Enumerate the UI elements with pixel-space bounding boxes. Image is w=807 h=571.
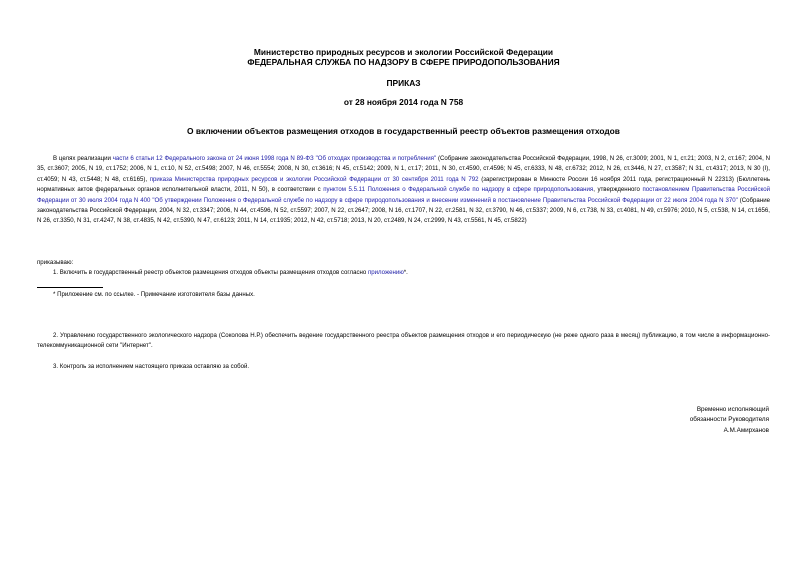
preamble-text-3: (зарегистрирован в Минюсте России 16 ноября 2011 года, регистрационный N 22313) (Бюллетень нормативных актов федеральных органов исполнительной власти, 2011, N 50), в соответствии с — [37, 175, 770, 194]
preamble-text-2: (Собрание законодательства Российской Федерации, 1998, N 26, ст.3009; 2001, N 1, ст.21; 2003, N 2, ст.167; 2004, N 35, ст.3607; 2005, N 19, ст.1752; 2006, N 1, ст.10, N 52, ст.5498; 2007, N 46, ст.5554; 2008, N 30, ст.3616; N 45, ст.5142; 2009, N 1, ст.17; 2011, N 30, ст.4590, ст.4596; N 45, ст.6333, N 48, ст.6732; 2012, N 26, ст.3446, N 27, ст.3587; N 31, ст.4317; 2013, N 30 (I), ст.4059; N 43, ст.5448; N 48, ст.6165), — [37, 155, 771, 183]
regulation-5-5-11-link[interactable]: пунктом 5.5.11 Положения о Федеральной службе по надзору в сфере природопользования — [323, 186, 594, 194]
order-item-3: 3. Контроль за исполнением настоящего приказа оставляю за собой. — [53, 363, 250, 370]
signature-position-line-2: обязанности Руководителя — [689, 416, 769, 424]
signature-block — [690, 405, 769, 436]
preamble-text-1: В целях реализации — [53, 155, 113, 162]
document-title: О включении объектов размещения отходов в государственный реестр объектов размещения отходов — [187, 126, 620, 136]
preamble-text-4: , утвержденного — [593, 186, 643, 194]
order-792-link[interactable]: приказа Министерства природных ресурсов и экологии Российской Федерации от 30 сентября 2011 года N 792 — [149, 175, 479, 183]
order-item-1-suffix: *. — [403, 269, 408, 276]
law-89fz-link[interactable]: части 6 статьи 12 Федерального закона от 24 июня 1998 года N 89-ФЗ "Об отходах производства и потребления" — [112, 155, 437, 162]
footnote: * Приложение см. по ссылке. - Примечание изготовителя базы данных. — [53, 291, 255, 298]
order-item-2: 2. Управлению государственного экологического надзора (Соколова Н.Р.) обеспечить ведение государственного реестра объектов размещения отходов и его периодическую (не реже одного раза в месяц) публикацию, в том числе в информационно-телекоммуникационной сети "Интернет". — [37, 332, 770, 350]
order-prikazyvayu: приказываю: — [37, 259, 74, 266]
preamble-paragraph — [37, 154, 770, 227]
signature-position-line-1: Временно исполняющий — [696, 406, 769, 413]
preamble-text-5: (Собрание законодательства Российской Федерации, 2004, N 32, ст.3347; 2006, N 44, ст.4596, N 52, ст.5597; 2007, N 22, ст.2647; 2008, N 16, ст.1707, N 22, ст.2581, N 32, ст.3790, N 46, ст.5337; 2009, N 6, ст.738, N 33, ст.4081, N 49, ст.5976; 2010, N 5, ст.538, N 14, ст.1656, N 26, ст.3350, N 31, ст.4247, N 38, ст.4835, N 42, ст.5390, N 47, ст.6123; 2011, N 14, ст.1935; 2012, N 42, ст.5718; 2013, N 20, ст.2489, N 24, ст.2999, N 43, ст.5561, N 45, ст.5822) — [37, 196, 770, 225]
order-item-1 — [37, 268, 770, 278]
document-type: ПРИКАЗ — [386, 78, 421, 88]
government-decree-400-link[interactable]: постановлением Правительства Российской Федерации от 30 июля 2004 года N 400 "Об утверждении Положения о Федеральной службе по надзору в сфере природопользования и внесении изменений в постановление Правительства Российской Федерации от 22 июля 2004 года N 370" — [37, 186, 771, 204]
service-name: ФЕДЕРАЛЬНАЯ СЛУЖБА ПО НАДЗОРУ В СФЕРЕ ПРИРОДОПОЛЬЗОВАНИЯ — [247, 57, 560, 67]
ministry-name: Министерство природных ресурсов и экологии Российской Федерации — [253, 47, 554, 57]
signature-name: А.М.Амирханов — [723, 426, 769, 434]
document-date-number: от 28 ноября 2014 года N 758 — [343, 97, 464, 107]
appendix-link[interactable]: приложению — [367, 269, 404, 276]
footnote-divider — [37, 287, 103, 288]
order-item-1-text: 1. Включить в государственный реестр объектов размещения отходов объекты размещения отходов согласно — [53, 269, 368, 276]
